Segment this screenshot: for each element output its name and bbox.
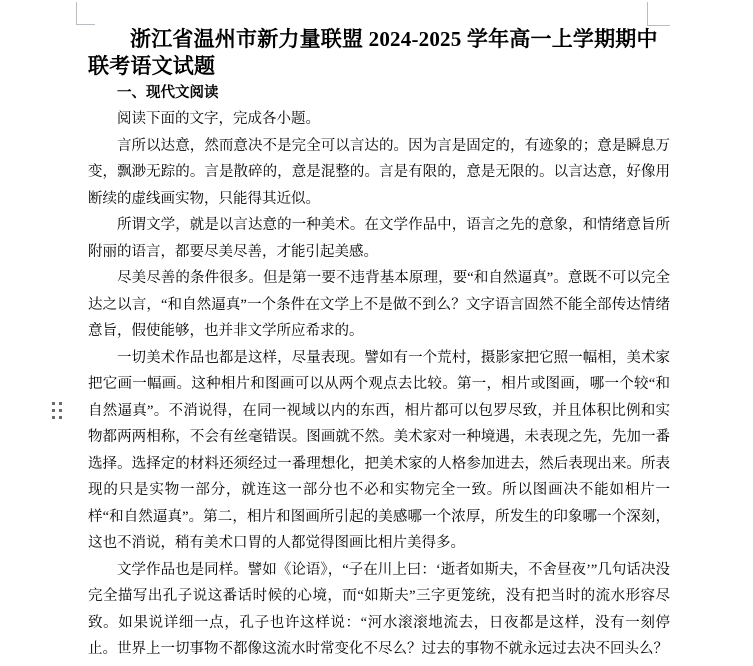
text-boundary-mark-top-left-horizontal [76,24,95,25]
grip-dot [52,416,55,419]
grip-dot [59,416,62,419]
paragraph: 文学作品也是同样。譬如《论语》，“子在川上曰：‘逝者如斯夫，不舍昼夜’”几句话决没完全描写出孔子说这番话时候的心境，而“如斯夫”三字更笼统，没有把当时的流水形容尽致。如果说详细一点，孔子也许这样说：“河水滚滚地流去，日夜都是这样，没有一刻停止。世界上一切事物不都像这流水时常变化不尽么？过去的事物不就永远过去决不回头么？ [88,561,670,657]
grip-dot [52,402,55,405]
section-heading: 一、现代文阅读 [117,85,219,101]
intro-line: 阅读下面的文字，完成各小题。 [117,111,320,127]
grip-dot [59,409,62,412]
grip-dot [52,409,55,412]
document-title: 浙江省温州市新力量联盟 2024-2025 学年高一上学期期中联考语文试题 [88,27,658,78]
text-boundary-mark-top-right-vertical [647,2,648,25]
text-boundary-mark-top-left-vertical [76,2,77,24]
grip-handle-icon[interactable] [52,402,62,419]
paragraph: 一切美术作品也都是这样，尽量表现。譬如有一个荒村，摄影家把它照一幅相，美术家把它画一幅画。这种相片和图画可以从两个观点去比较。第一，相片或图画，哪一个较“和自然逼真”。不消说得，在同一视域以内的东西，相片都可以包罗尽致，并且体积比例和实物都两两相称，不会有丝毫错误。图画就不然。美术家对一种境遇，未表现之先，先加一番选择。选择定的材料还须经过一番理想化，把美术家的人格参加进去，然后表现出来。所表现的只是实物一部分，就连这一部分也不必和实物完全一致。所以图画决不能如相片一样“和自然逼真”。第二，相片和图画所引起的美感哪一个浓厚，所发生的印象哪一个深刻，这也不消说，稍有美术口胃的人都觉得图画比相片美得多。 [88,349,670,551]
paragraph: 尽美尽善的条件很多。但是第一要不违背基本原理，要“和自然逼真”。意既不可以完全达之以言，“和自然逼真”一个条件在文学上不是做不到么？文字语言固然不能全部传达情绪意旨，假使能够，也并非文学所应希求的。 [88,270,670,339]
grip-dot [59,402,62,405]
document-text-area [88,26,670,663]
paragraph: 言所以达意，然而意决不是完全可以言达的。因为言是固定的，有迹象的；意是瞬息万变，飘渺无踪的。言是散碎的，意是混整的。言是有限的，意是无限的。以言达意，好像用断续的虚线画实物，只能得其近似。 [88,137,670,207]
paragraph: 所谓文学，就是以言达意的一种美术。在文学作品中，语言之先的意象，和情绪意旨所附丽的语言，都要尽美尽善，才能引起美感。 [88,217,670,260]
